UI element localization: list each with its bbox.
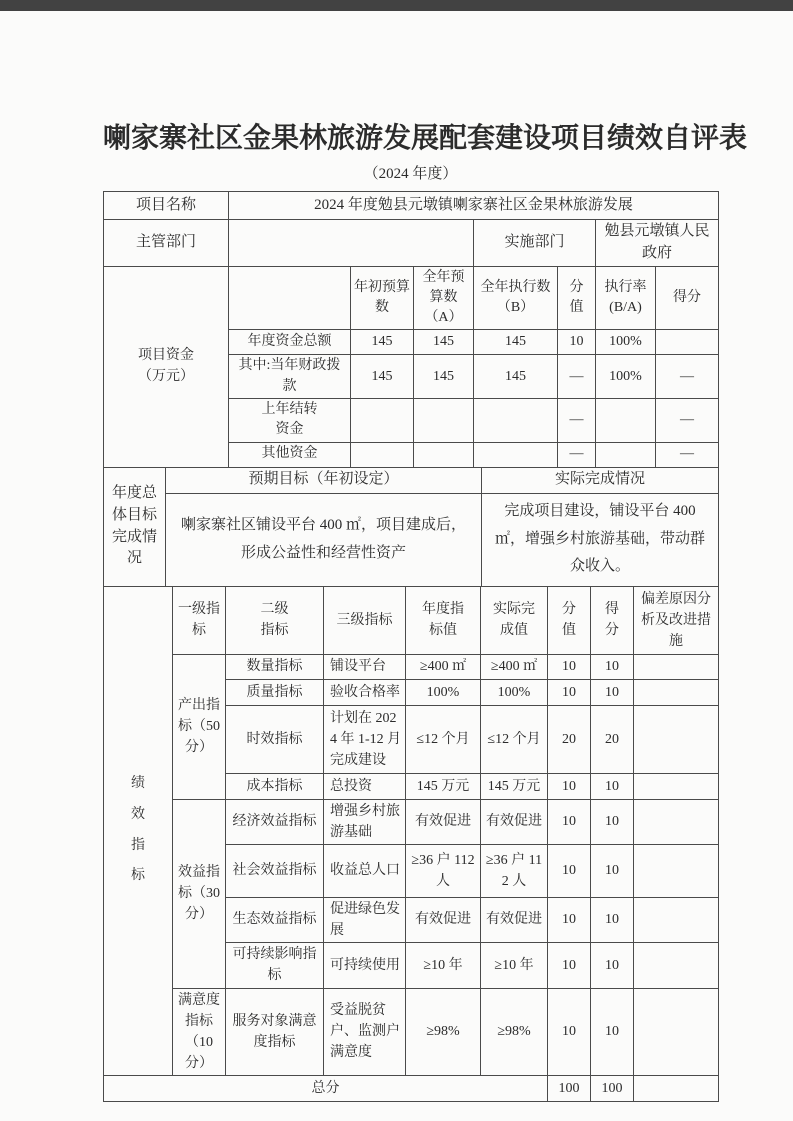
funding-cell: —: [656, 442, 719, 467]
l2-cell: 服务对象满意度指标: [226, 988, 324, 1075]
funding-cell: —: [558, 442, 596, 467]
funding-section-label: 项目资金（万元）: [104, 266, 229, 467]
funding-cell: [474, 398, 558, 442]
page-title: 喇家寨社区金果林旅游发展配套建设项目绩效自评表: [103, 122, 748, 153]
l3-cell: 受益脱贫户、监测户满意度: [324, 988, 406, 1075]
annual-goal-table: [103, 467, 719, 587]
indicator-row: [104, 988, 719, 1075]
document-page: [103, 0, 748, 1102]
note-cell: [634, 679, 719, 705]
funding-col-executed: 全年执行数（B）: [474, 266, 558, 330]
l2-cell: 时效指标: [226, 705, 324, 773]
points-cell: 10: [591, 897, 634, 942]
note-cell: [634, 773, 719, 799]
funding-cell: [596, 398, 656, 442]
funding-cell: —: [558, 398, 596, 442]
score-cell: 10: [548, 897, 591, 942]
col-target: 年度指标值: [406, 586, 481, 654]
departments-row: [104, 220, 719, 267]
funding-cell: 145: [351, 330, 414, 355]
l3-cell: 验收合格率: [324, 679, 406, 705]
funding-corner-cell: [229, 266, 351, 330]
goal-content-row: [104, 493, 719, 586]
indicators-table: [103, 586, 719, 1102]
points-cell: 10: [591, 942, 634, 988]
points-cell: 10: [591, 844, 634, 897]
points-cell: 10: [591, 773, 634, 799]
project-name-value: 2024 年度勉县元墩镇喇家寨社区金果林旅游发展: [229, 192, 719, 220]
score-cell: 20: [548, 705, 591, 773]
funding-col-exec-rate: 执行率 (B/A): [596, 266, 656, 330]
goal-expected-label: 预期目标（年初设定）: [166, 467, 482, 493]
group-satisfaction: 满意度指标（10分）: [173, 988, 226, 1075]
goal-actual-label: 实际完成情况: [482, 467, 719, 493]
actual-cell: 100%: [481, 679, 548, 705]
points-cell: 20: [591, 705, 634, 773]
total-note: [634, 1075, 719, 1101]
funding-cell: [351, 398, 414, 442]
project-header-table: [103, 191, 719, 267]
actual-cell: 有效促进: [481, 799, 548, 844]
funding-cell: [474, 442, 558, 467]
l3-cell: 计划在 2024 年 1-12 月完成建设: [324, 705, 406, 773]
target-cell: ≥400 ㎡: [406, 654, 481, 679]
group-benefit: 效益指标（30分）: [173, 799, 226, 988]
actual-cell: 145 万元: [481, 773, 548, 799]
funding-row-label: 其他资金: [229, 442, 351, 467]
actual-cell: 有效促进: [481, 897, 548, 942]
points-cell: 10: [591, 679, 634, 705]
actual-cell: ≥98%: [481, 988, 548, 1075]
funding-cell: 145: [351, 355, 414, 399]
supervisor-value: [229, 220, 474, 267]
total-label: 总分: [104, 1075, 548, 1101]
col-deviation: 偏差原因分析及改进措施: [634, 586, 719, 654]
funding-row-label: 上年结转资金: [229, 398, 351, 442]
funding-cell: [596, 442, 656, 467]
funding-table: [103, 266, 719, 468]
goal-actual-text: 完成项目建设，铺设平台 400 ㎡，增强乡村旅游基础，带动群众收入。: [482, 493, 719, 586]
funding-cell: —: [558, 355, 596, 399]
l2-cell: 社会效益指标: [226, 844, 324, 897]
points-cell: 10: [591, 799, 634, 844]
funding-cell: 100%: [596, 355, 656, 399]
actual-cell: ≥400 ㎡: [481, 654, 548, 679]
goal-expected-text: 喇家寨社区铺设平台 400 ㎡，项目建成后，形成公益性和经营性资产: [166, 493, 482, 586]
score-cell: 10: [548, 942, 591, 988]
funding-col-score: 分值: [558, 266, 596, 330]
col-level2: 二级指标: [226, 586, 324, 654]
l3-cell: 促进绿色发展: [324, 897, 406, 942]
indicators-header-row: [104, 586, 719, 654]
l2-cell: 数量指标: [226, 654, 324, 679]
score-cell: 10: [548, 679, 591, 705]
total-score: 100: [548, 1075, 591, 1101]
l2-cell: 可持续影响指标: [226, 942, 324, 988]
implementer-value: 勉县元墩镇人民政府: [596, 220, 719, 267]
group-output: 产出指标（50分）: [173, 654, 226, 799]
funding-header-row: [104, 266, 719, 330]
target-cell: ≥36 户 112 人: [406, 844, 481, 897]
funding-row-label: 年度资金总额: [229, 330, 351, 355]
score-cell: 10: [548, 654, 591, 679]
funding-col-points: 得分: [656, 266, 719, 330]
actual-cell: ≥10 年: [481, 942, 548, 988]
l2-cell: 生态效益指标: [226, 897, 324, 942]
col-points: 得分: [591, 586, 634, 654]
supervisor-label: 主管部门: [104, 220, 229, 267]
funding-cell: —: [656, 355, 719, 399]
page-subtitle: （2024 年度）: [363, 166, 458, 182]
project-name-row: [104, 192, 719, 220]
score-cell: 10: [548, 799, 591, 844]
total-row: [104, 1075, 719, 1101]
goal-header-row: [104, 467, 719, 493]
target-cell: 有效促进: [406, 897, 481, 942]
target-cell: 有效促进: [406, 799, 481, 844]
l3-cell: 增强乡村旅游基础: [324, 799, 406, 844]
l3-cell: 总投资: [324, 773, 406, 799]
funding-cell: 10: [558, 330, 596, 355]
funding-row-label: 其中:当年财政拨款: [229, 355, 351, 399]
indicator-row: [104, 654, 719, 679]
l2-cell: 成本指标: [226, 773, 324, 799]
l2-cell: 质量指标: [226, 679, 324, 705]
goal-section-label: 年度总体目标完成情况: [104, 467, 166, 586]
score-cell: 10: [548, 773, 591, 799]
note-cell: [634, 799, 719, 844]
indicators-section-label: 绩效指标: [104, 586, 173, 1075]
col-level3: 三级指标: [324, 586, 406, 654]
note-cell: [634, 844, 719, 897]
indicator-row: [104, 799, 719, 844]
note-cell: [634, 654, 719, 679]
l2-cell: 经济效益指标: [226, 799, 324, 844]
actual-cell: ≤12 个月: [481, 705, 548, 773]
funding-cell: 145: [414, 330, 474, 355]
score-cell: 10: [548, 844, 591, 897]
funding-col-initial-budget: 年初预算数: [351, 266, 414, 330]
actual-cell: ≥36 户 112 人: [481, 844, 548, 897]
l3-cell: 可持续使用: [324, 942, 406, 988]
l3-cell: 铺设平台: [324, 654, 406, 679]
points-cell: 10: [591, 988, 634, 1075]
implementer-label: 实施部门: [474, 220, 596, 267]
note-cell: [634, 942, 719, 988]
points-cell: 10: [591, 654, 634, 679]
funding-col-annual-budget: 全年预算数（A）: [414, 266, 474, 330]
funding-cell: 145: [414, 355, 474, 399]
l3-cell: 收益总人口: [324, 844, 406, 897]
target-cell: ≥10 年: [406, 942, 481, 988]
note-cell: [634, 705, 719, 773]
note-cell: [634, 988, 719, 1075]
note-cell: [634, 897, 719, 942]
project-name-label: 项目名称: [104, 192, 229, 220]
funding-cell: [414, 398, 474, 442]
col-level1: 一级指标: [173, 586, 226, 654]
funding-cell: 145: [474, 355, 558, 399]
target-cell: 145 万元: [406, 773, 481, 799]
col-actual: 实际完成值: [481, 586, 548, 654]
target-cell: 100%: [406, 679, 481, 705]
funding-cell: [351, 442, 414, 467]
funding-cell: 100%: [596, 330, 656, 355]
funding-cell: [656, 330, 719, 355]
score-cell: 10: [548, 988, 591, 1075]
target-cell: ≤12 个月: [406, 705, 481, 773]
funding-cell: [414, 442, 474, 467]
target-cell: ≥98%: [406, 988, 481, 1075]
col-score: 分值: [548, 586, 591, 654]
total-points: 100: [591, 1075, 634, 1101]
funding-cell: —: [656, 398, 719, 442]
funding-cell: 145: [474, 330, 558, 355]
